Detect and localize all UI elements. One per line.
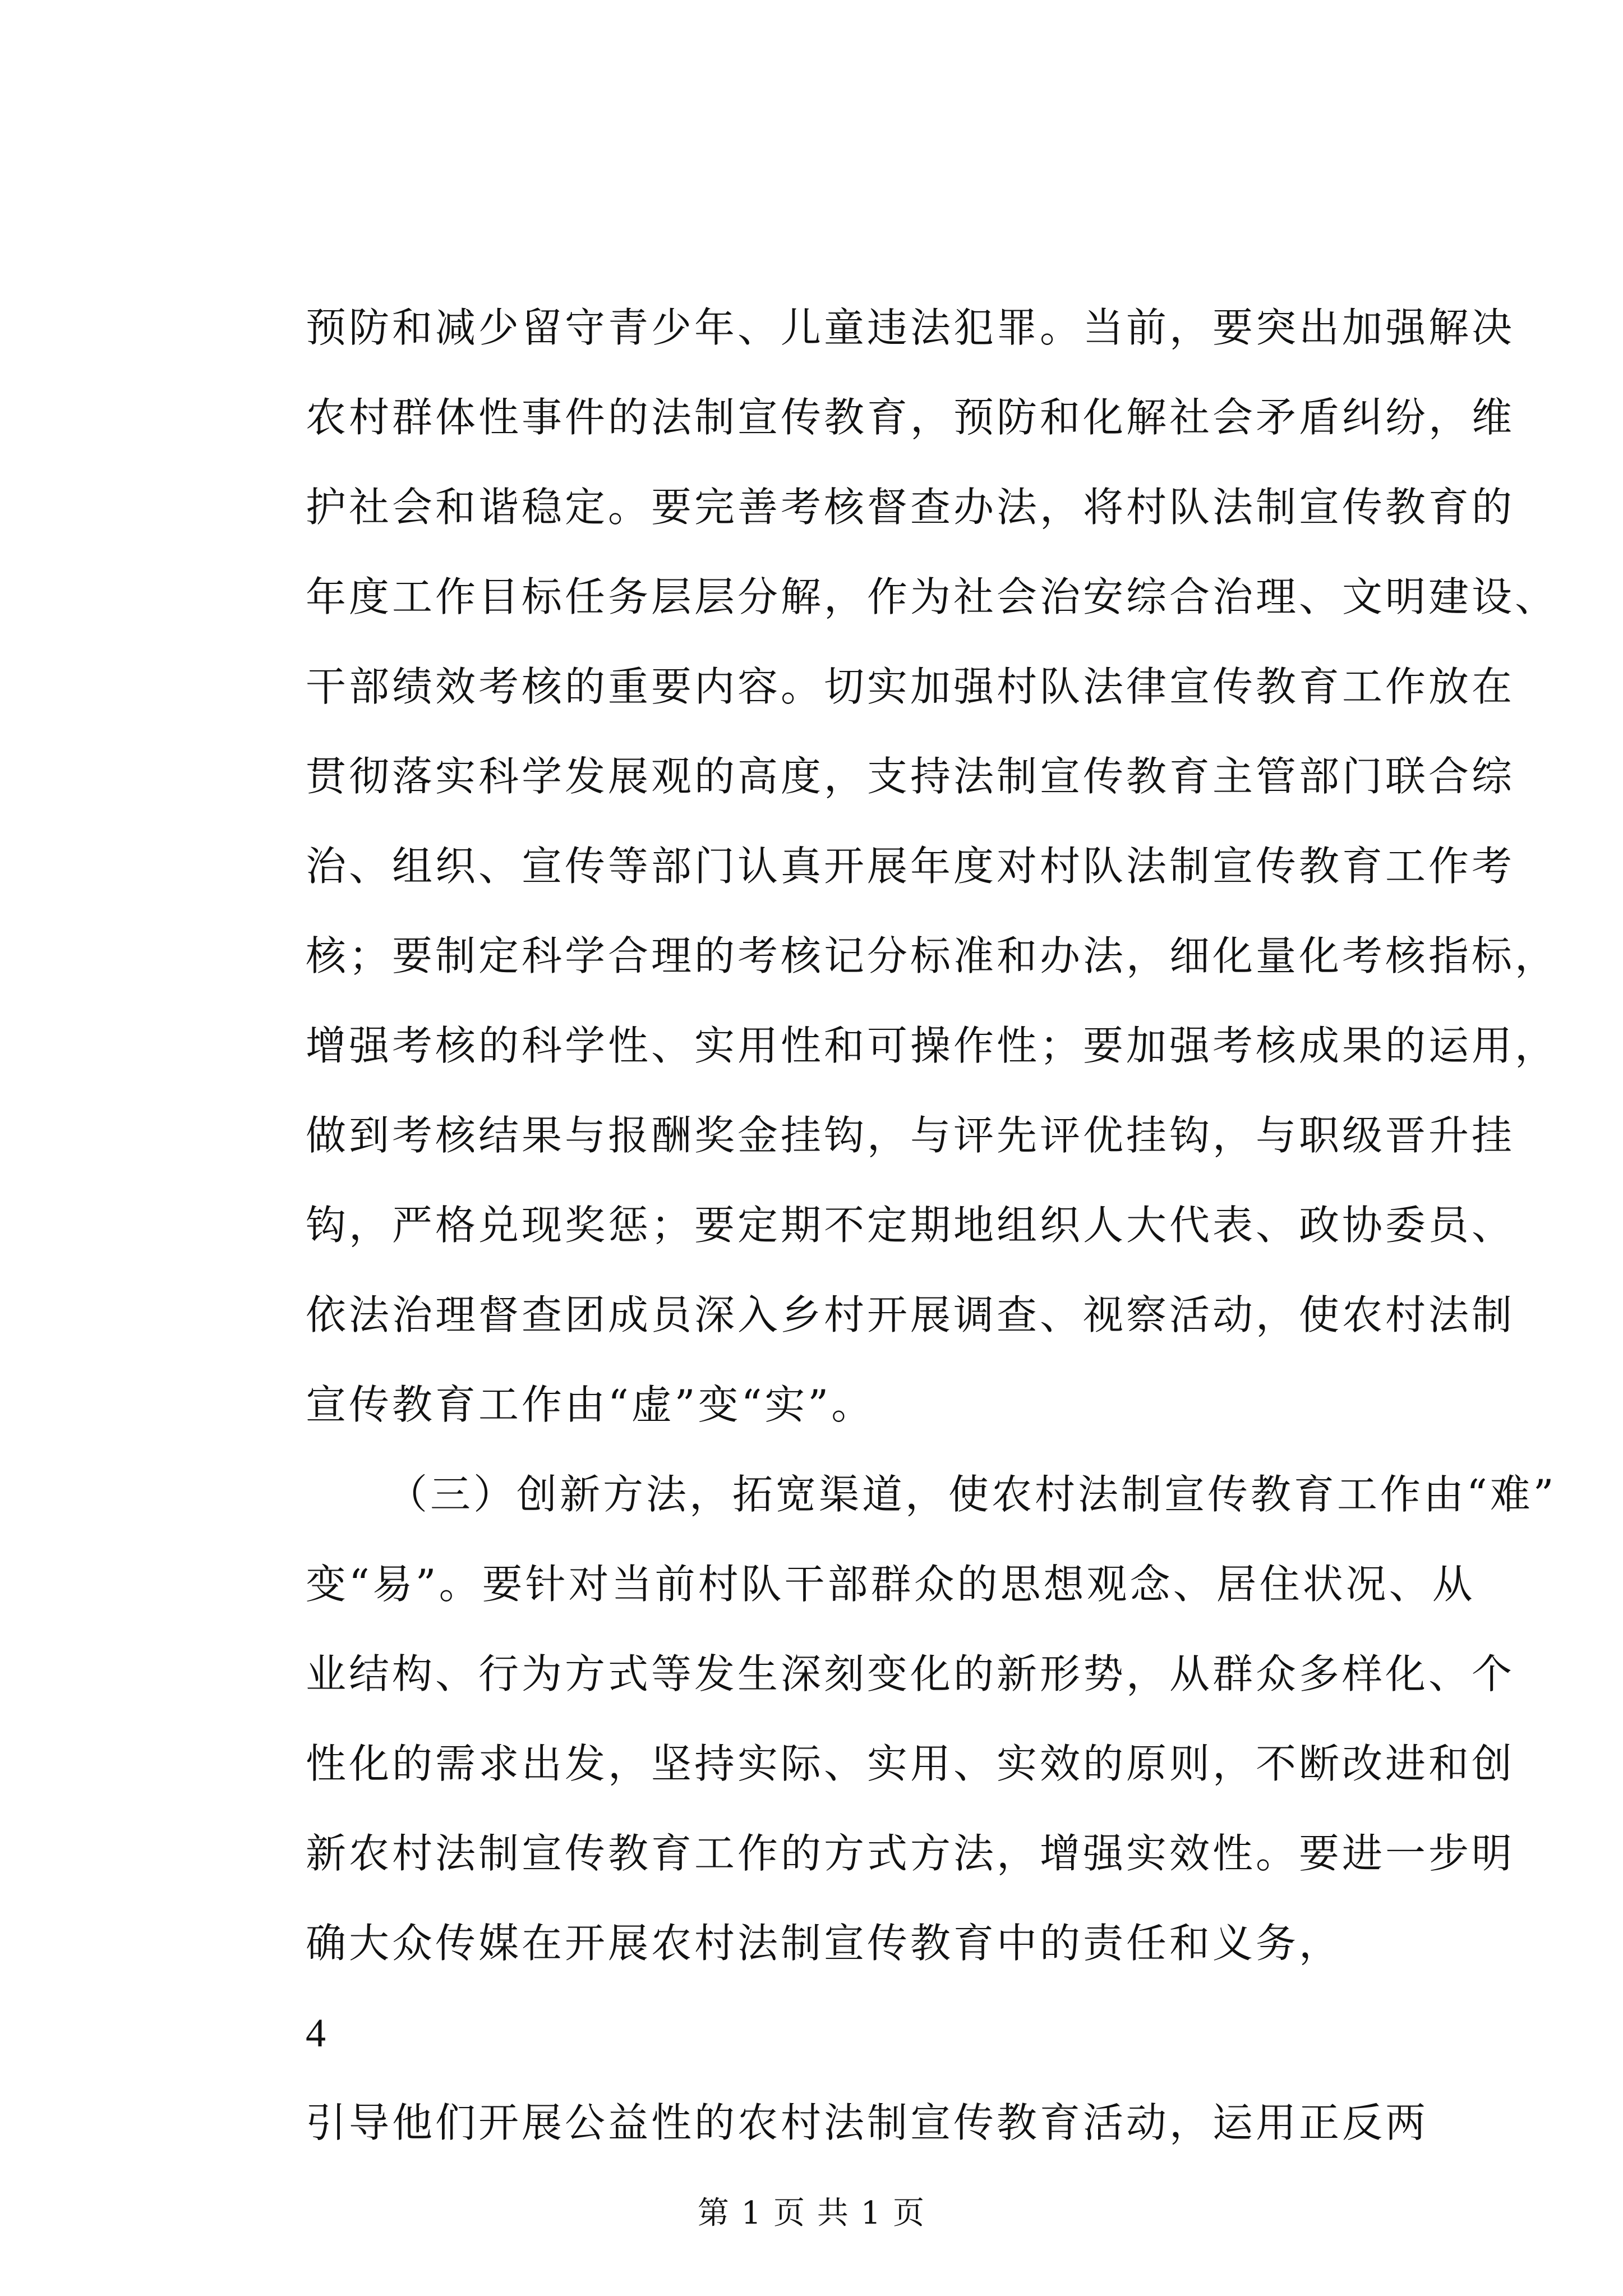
body-line-16: 业结构、行为方式等发生深刻变化的新形势，从群众多样化、个	[306, 1650, 1515, 1697]
body-line-3: 护社会和谐稳定。要完善考核督查办法，将村队法制宣传教育的	[306, 484, 1515, 531]
body-line-10: 做到考核结果与报酬奖金挂钩，与评先评优挂钩，与职级晋升挂	[306, 1112, 1515, 1159]
body-line-2: 农村群体性事件的法制宣传教育，预防和化解社会矛盾纠纷，维	[306, 394, 1515, 441]
body-line-20: 引导他们开展公益性的农村法制宣传教育活动，运用正反两	[306, 2099, 1429, 2146]
body-line-6: 贯彻落实科学发展观的高度，支持法制宣传教育主管部门联合综	[306, 753, 1515, 800]
body-line-7: 治、组织、宣传等部门认真开展年度对村队法制宣传教育工作考	[306, 843, 1515, 890]
paragraph-heading-line: （三）创新方法，拓宽渠道，使农村法制宣传教育工作由“难”	[387, 1471, 1557, 1518]
body-line-5: 干部绩效考核的重要内容。切实加强村队法律宣传教育工作放在	[306, 663, 1515, 710]
body-line-18: 新农村法制宣传教育工作的方式方法，增强实效性。要进一步明	[306, 1830, 1515, 1877]
page-number: 4	[306, 2010, 329, 2055]
body-line-12: 依法治理督查团成员深入乡村开展调查、视察活动，使农村法制	[306, 1291, 1515, 1338]
body-line-8: 核；要制定科学合理的考核记分标准和办法，细化量化考核指标，	[306, 932, 1559, 979]
body-line-4: 年度工作目标任务层层分解，作为社会治安综合治理、文明建设、	[306, 573, 1559, 620]
body-line-15: 变“易”。要针对当前村队干部群众的思想观念、居住状况、从	[306, 1561, 1476, 1608]
body-line-11: 钩，严格兑现奖惩；要定期不定期地组织人大代表、政协委员、	[306, 1202, 1515, 1249]
body-line-13: 宣传教育工作由“虚”变“实”。	[306, 1381, 875, 1428]
body-line-1: 预防和减少留守青少年、儿童违法犯罪。当前，要突出加强解决	[306, 304, 1515, 351]
body-line-19: 确大众传媒在开展农村法制宣传教育中的责任和义务，	[306, 1920, 1343, 1967]
body-line-17: 性化的需求出发，坚持实际、实用、实效的原则，不断改进和创	[306, 1740, 1515, 1787]
page-footer: 第 1 页 共 1 页	[697, 2195, 926, 2231]
body-line-9: 增强考核的科学性、实用性和可操作性；要加强考核成果的运用，	[306, 1022, 1559, 1069]
